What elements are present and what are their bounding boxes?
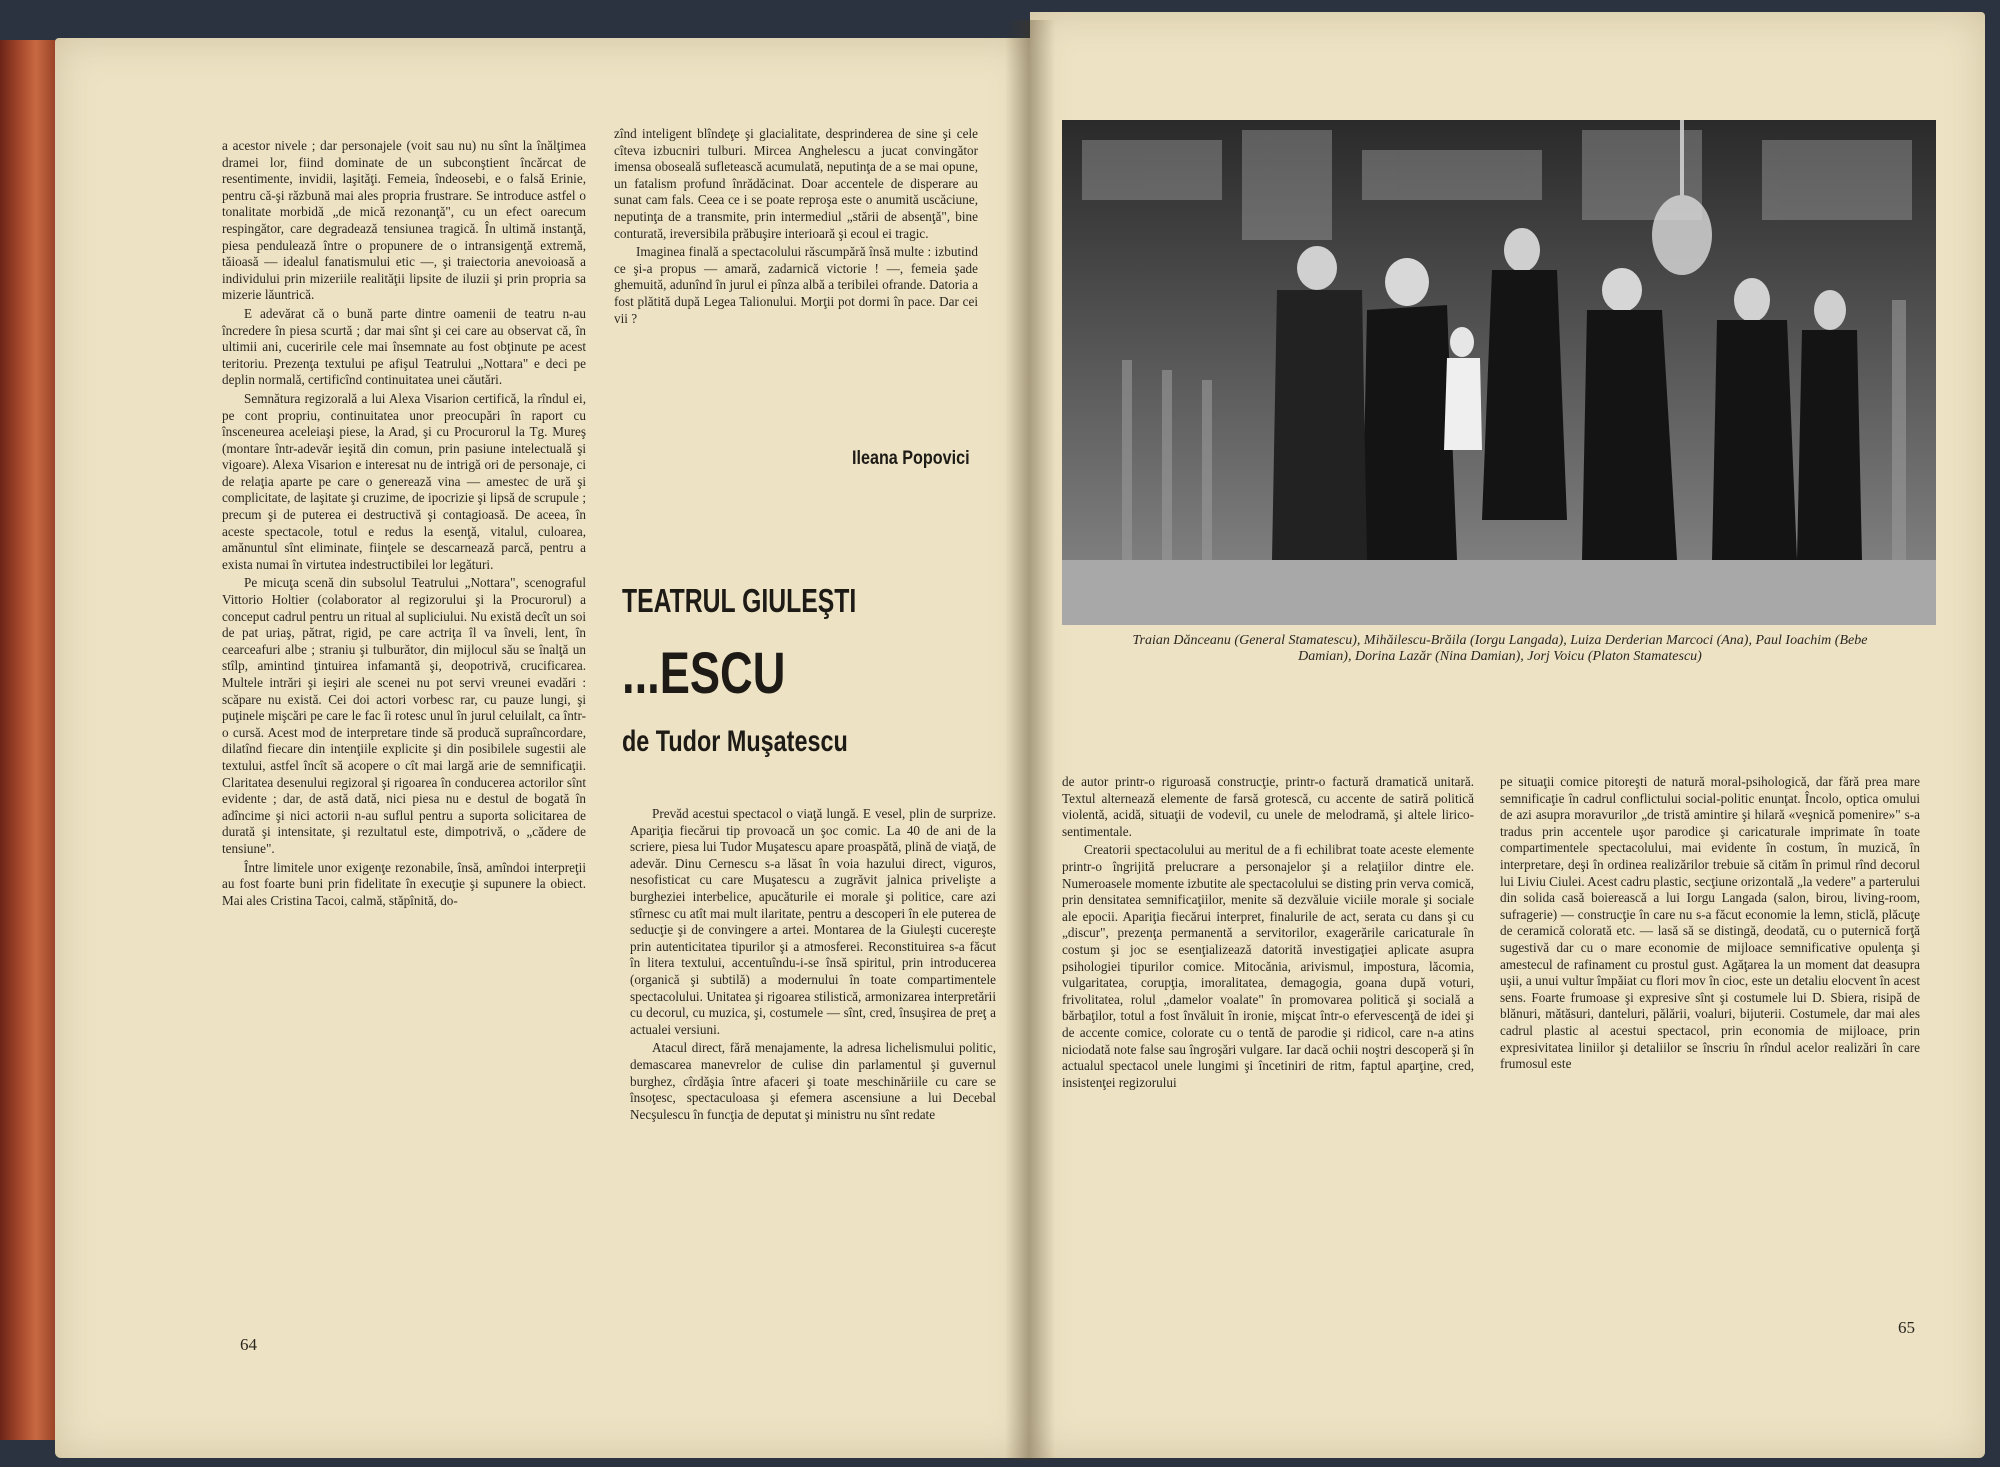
article-title-theatre: TEATRUL GIULEŞTI: [622, 582, 857, 619]
left-column-2-top: [614, 126, 978, 327]
left-column-1: [222, 138, 586, 909]
stage-scene-image: [1062, 120, 1936, 625]
paragraph: Pe micuţa scenă din subsolul Teatrului „Nottara", scenograful Vittorio Holtier (colaborator al regizorului şi la Procurorul) a conceput cadrul pentru un ritual al supliciului. Nu există decît un soi de pat uriaş, pătrat, rigid, pe care actriţa îl va înveli, lent, în cearceafuri albe ; straniu şi tulburător, din mijlocul său se înalţă un stîlp, amintind ţintuirea infamantă şi, deopotrivă, crucificarea. Multele intrări şi ieşiri ale scenei nu pot servi vreunei evadări : scăpare nu există. Cei doi actori vorbesc rar, cu pauze lungi, şi puţinele mişcări pe care le fac îi rotesc unul în jurul celuilalt, ca într-o cursă. Acest mod de interpretare tinde să producă supraîncordare, dilatînd fiecare din intenţiile explicite şi din posibilele sugestii ale textului, astfel încît să acopere o cît mai largă arie de semnificaţii. Claritatea desenului regizoral şi rigoarea în conducerea actorilor sînt evidente ; dar, de astă dată, nici piesa nu e destul de bogată în adîncime şi nici actorii n-au suflul pentru a suporta solicitarea de durată şi intensitate, şi rezultatul este, dimpotrivă, o „cădere de tensiune".: [222, 575, 586, 856]
paragraph: E adevărat că o bună parte dintre oamenii de teatru n-au încredere în piesa scurtă ; dar mai sînt şi cei care au observat că, în ultimii ani, cuceririle cele mai însemnate au fost obţinute pe acest teritoriu. Prezenţa textului pe afişul Teatrului „Nottara" e deci pe deplin normală, certificînd continuitatea unei căutări.: [222, 305, 586, 388]
right-column-2: [1500, 774, 1920, 1073]
page-number-right: 65: [1898, 1318, 1915, 1337]
paragraph: a acestor nivele ; dar personajele (voit sau nu) nu sînt la înălţimea dramei lor, fiind dominate de un subconştient încărcat de resentimente, invidii, laşităţi. Femeia, îndeosebi, e o falsă Erinie, pentru că-şi răzbună mai ales propria frustrare. Se introduce astfel o tonalitate morbidă „de mică rezonanţă", cu un efect oarecum respingător, care degradează tensiunea tragică. În ultimă instanţă, piesa pendulează între o propunere de o intransigenţă extremă, tăioasă — idealul fanatismului etic —, şi traiectoria anevoioasă a individului prin mizeriile realităţii lipsite de iluzii şi prin propria sa mizerie lăuntrică.: [222, 138, 586, 303]
paragraph: pe situaţii comice pitoreşti de natură moral-psihologică, dar fără prea mare semnificaţie în cadrul conflictului social-politic enunţat. Încolo, optica omului de azi asupra moravurilor „de tristă amintire şi hilară «veşnică pomenire»" s-a tradus prin accentele uşor parodice şi caricaturale imprimate în toate compartimentele spectacolului, mai evidente în costum, în muzică, în interpretare, deşi în ordinea realizărilor trebuie să cităm în primul rînd decorul lui Liviu Ciulei. Acest cadru plastic, secţiune orizontală „la vedere" a parterului din solida casă boierească a lui Iorgu Langada (salon, birou, living-room, sufragerie) — construcţie în care nu s-a făcut economie la lemn, sticlă, plăcuţe de ceramică colorată etc. — lasă să se distingă, deodată, cu o puternică forţă sugestivă dar cu o mare economie de mijloace semnificative opulenţa şi amestecul de rafinament cu prostul gust. Agăţarea la un moment dat deasupra uşii, a unui vultur împăiat cu flori mov în cioc, este un detaliu elocvent în acest sens. Foarte frumoase şi expresive sînt şi costumele lui D. Sbiera, risipă de blănuri, mătăsuri, danteluri, pălării, voaluri, bijuterii. Costumele, dar mai ales cadrul plastic al acestui spectacol, prin economia de mijloace, prin expresivitatea liniilor şi detaliilor se înscriu în rîndul acelor realizări în care frumosul este: [1500, 774, 1920, 1072]
photo-caption: Traian Dănceanu (General Stamatescu), Mihăilescu-Brăila (Iorgu Langada), Luiza Derderian Marcoci (Ana), Paul Ioachim (Bebe Damian), Dorina Lazăr (Nina Damian), Jorj Voicu (Platon Stamatescu): [1132, 633, 1868, 664]
left-column-2-bottom: [630, 806, 996, 1123]
stage-photograph: [1062, 120, 1936, 625]
right-column-1: [1062, 774, 1474, 1091]
paragraph: Imaginea finală a spectacolului răscumpără însă multe : izbutind ce şi-a propus — amară, zadarnică victorie ! —, femeia şade ghemuită, adunînd în jurul ei pînza albă a teribilei ofrande. Datoria a fost plătită după Legea Talionului. Morţii pot dormi în pace. Dar cei vii ?: [614, 244, 978, 326]
page-number-left: 64: [240, 1335, 257, 1354]
paragraph: Semnătura regizorală a lui Alexa Visarion certifică, la rîndul ei, pe cont propriu, continuitatea unor preocupări în raport cu însceneurea aceleiaşi piese, la Arad, şi cu Procurorul la Tg. Mureş (montare într-adevăr ieşită din comun, prin pasiune intelectuală şi vigoare). Alexa Visarion e interesat nu de intrigă ori de personaje, ci de relaţia aparte pe care o generează vina — amestec de ură şi complicitate, de laşitate şi cruzime, de ipocrizie şi lipsă de scrupule ; precum şi de puterea ei destructivă şi contagioasă. De aceea, în aceste spectacole, totul e redus la esenţă, vitalul, culoarea, amănuntul sînt eliminate, fiinţele se descarnează parcă, pentru a exista numai în virtutea indestructibilei lor legături.: [222, 390, 586, 572]
paragraph: Creatorii spectacolului au meritul de a fi echilibrat toate aceste elemente printr-o îngrijită prelucrare a personajelor şi a relaţiilor dintre ele. Numeroasele momente izbutite ale spectacolului se disting prin verva comică, prin densitatea semnificaţiilor, menite să dezvăluie viciile morale şi sociale ale epocii. Apariţia fiecărui interpret, finalurile de act, serata cu dans şi cu „discur", prezenţa permanentă a servitorilor, exagerările caricaturale în costum şi joc se esenţializează datorită investigaţiei aplicate asupra psihologiei tipurilor comice. Mitocănia, arivismul, impostura, lăcomia, vulgaritatea, corupţia, imoralitatea, demagogia, goana după voturi, frivolitatea, rolul „damelor voalate" în promovarea politică şi socială a bărbaţilor, totul a fost învăluit în ironie, mişcat într-o efervescenţă de idei şi de accente comice, colorate cu o tentă de parodie şi ridicol, care n-a atins niciodată note false sau îngroşări vulgare. Iar dacă ochii noştri descoperă şi în actualul spectacol unele lungimi şi încetiniri de ritm, faptul aparţine, cred, insistenţei regizorului: [1062, 842, 1474, 1090]
paragraph: Atacul direct, fără menajamente, la adresa lichelismului politic, demascarea manevrelor de culise din parlamentul şi guvernul burghez, cîrdăşia între afaceri şi toate meschinăriile cu care se însoţesc, spectaculoasa şi efemera ascensiune a lui Decebal Necşulescu în funcţia de deputat şi ministru nu sînt redate: [630, 1040, 996, 1122]
paragraph: zînd inteligent blîndeţe şi glacialitate, desprinderea de sine şi cele cîteva izbucniri tulburi. Mircea Anghelescu a jucat convingător imensa oboseală sufletească acumulată, neputinţa de a se mai opune, un fatalism profund înrădăcinat. Doar accentele de disperare au sunat cam fals. Ceea ce i se poate reproşa este o anumită uscăciune, neputinţa de a transmite, prin intermediul „stării de absenţă", bine conturată, ireversibila prăbuşire interioară şi ecoul ei tragic.: [614, 126, 978, 241]
paragraph: Prevăd acestui spectacol o viaţă lungă. E vesel, plin de surprize. Apariţia fiecărui tip provoacă un şoc comic. La 40 de ani de la scriere, piesa lui Tudor Muşatescu apare proaspătă, plină de viaţă, de adevăr. Dinu Cernescu s-a lăsat în voia hazului direct, viguros, nesofisticat cu care Muşatescu a zugrăvit jalnica privelişte a burgheziei interbelice, apucăturile ei morale şi politice, care azi stîrnesc cu atît mai mult ilaritate, pentru a descoperi în ele puterea de seducţie şi de convingere a artei. Montarea de la Giuleşti cucereşte prin autenticitatea tipurilor şi a atmosferei. Reconstituirea s-a făcut în litera textului, accentuîndu-i-se însă spiritul, prin introducerea (organică şi subtilă) a modernului în toate compartimentele spectacolului. Unitatea şi rigoarea stilistică, armonizarea interpretării cu decorul, cu muzica, şi, costumele — sînt, cred, însuşirea de preţ a actualei versiuni.: [630, 806, 996, 1037]
article-byline: de Tudor Muşatescu: [622, 725, 848, 758]
article-signature: Ileana Popovici: [852, 448, 970, 469]
book-spine-edge: [0, 40, 60, 1440]
book-gutter: [1005, 20, 1055, 1460]
paragraph: de autor printr-o riguroasă construcţie, printr-o factură dramatică unitară. Textul alternează elemente de farsă grotescă, cu accente de satiră politică violentă, acidă, situaţii de vodevil, cu unele de melodramă, şi altele lirico-sentimentale.: [1062, 774, 1474, 839]
article-title-play: ...ESCU: [622, 641, 786, 706]
paragraph: Între limitele unor exigenţe rezonabile, însă, amîndoi interpreţii au fost foarte buni prin fidelitate în execuţie şi supunere la obiect. Mai ales Cristina Tacoi, calmă, stăpînită, do-: [222, 859, 586, 908]
